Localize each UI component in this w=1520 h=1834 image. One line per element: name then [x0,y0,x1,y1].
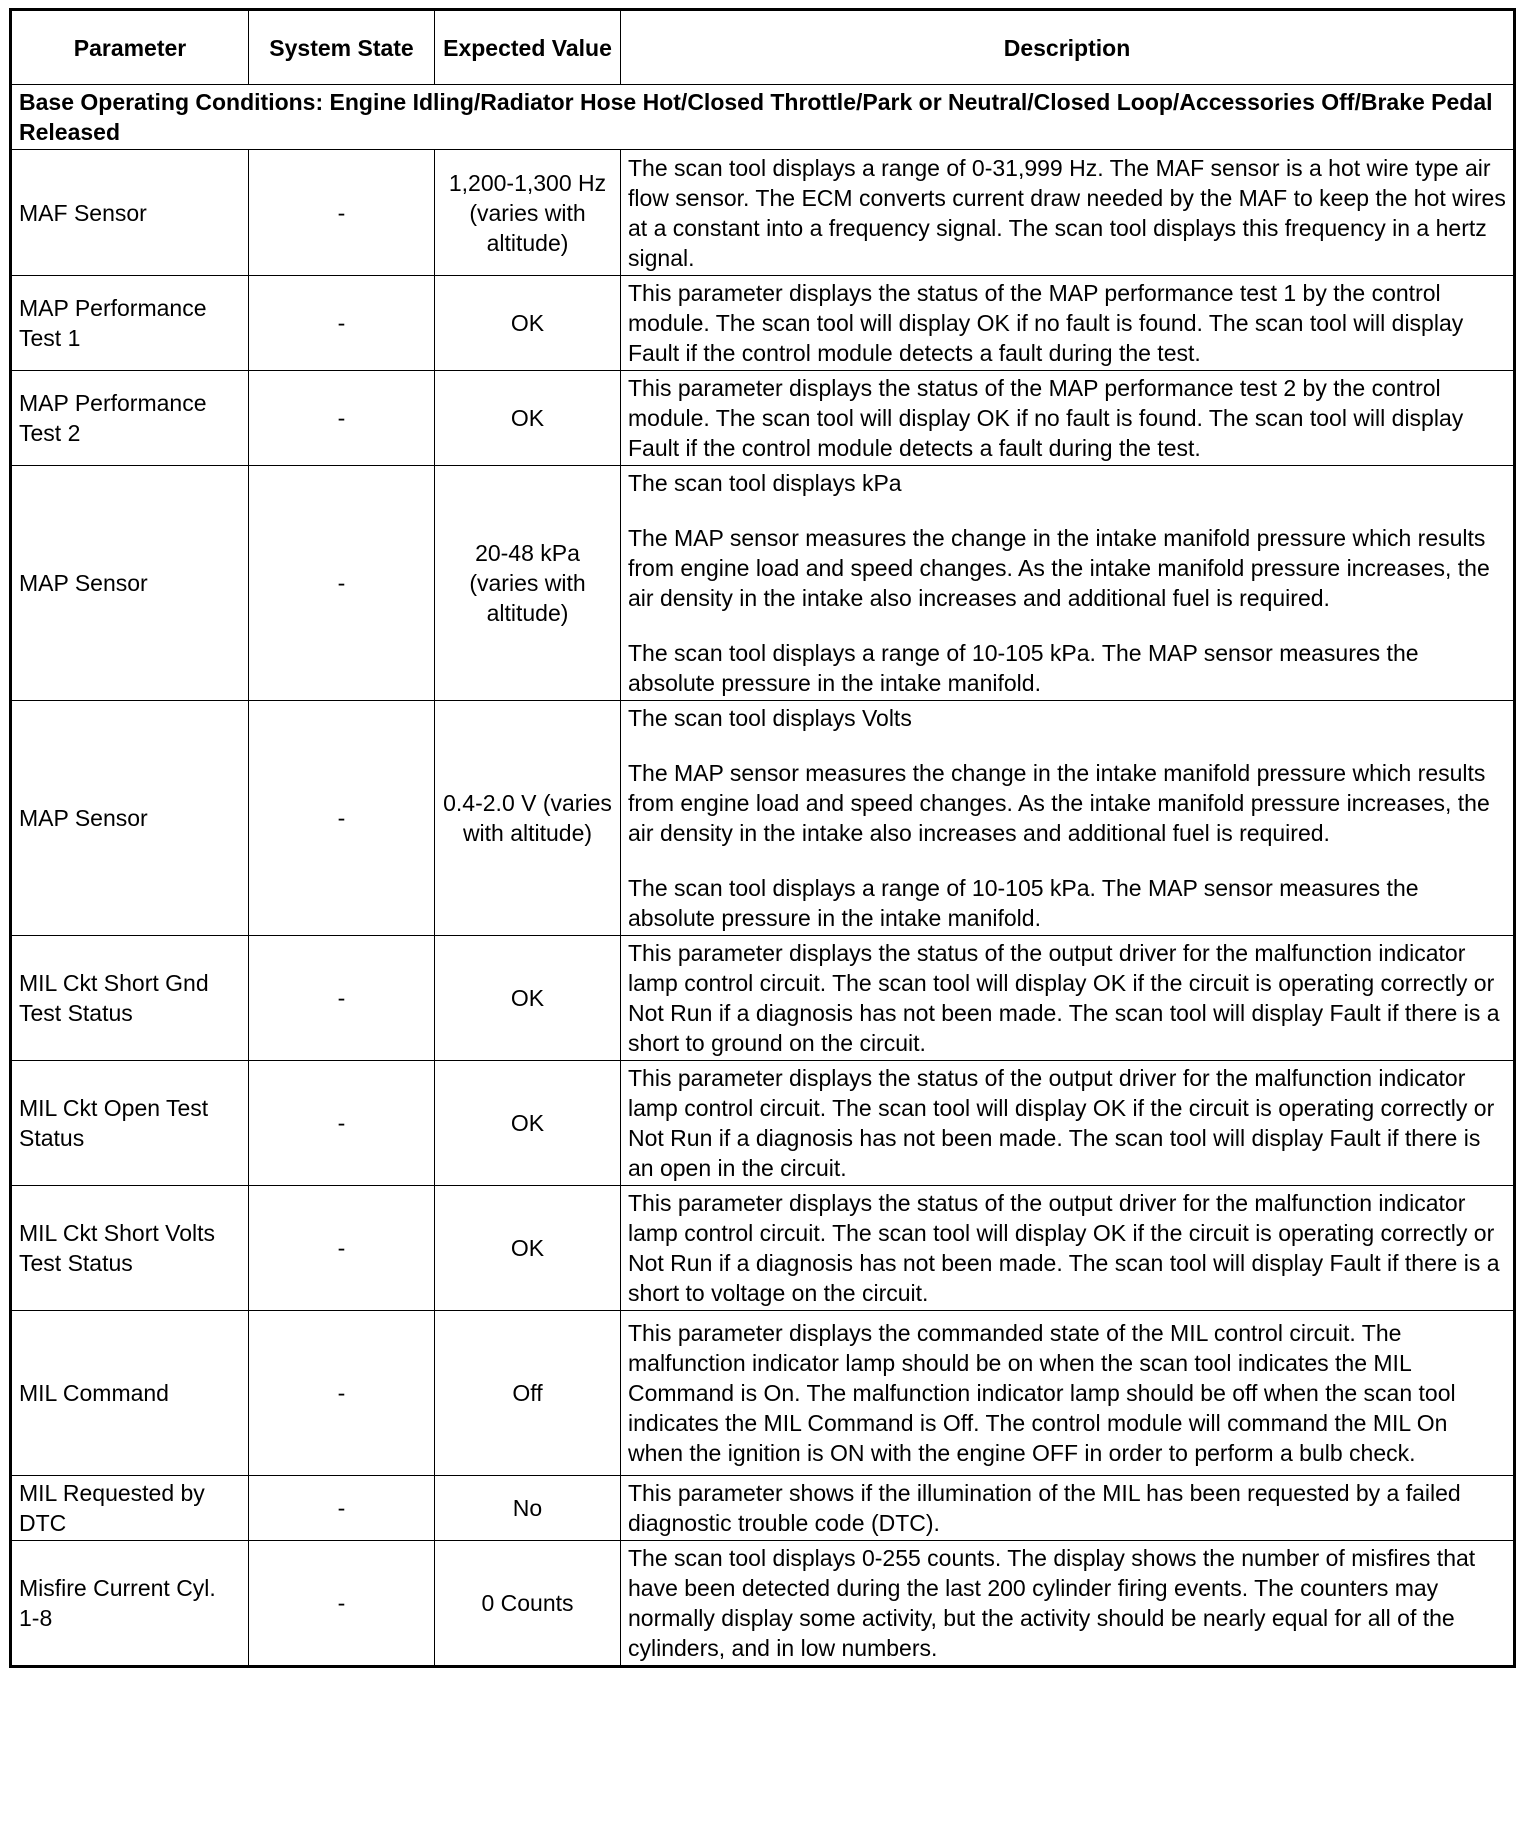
description-paragraph: The scan tool displays kPa [628,470,902,496]
parameter-cell: MAP Performance Test 1 [11,276,249,371]
expected-value-cell: 0.4-2.0 V (varies with altitude) [435,701,621,936]
description-paragraph: The MAP sensor measures the change in the intake manifold pressure which results from engine load and speed changes. As the intake manifold pressure increases, the air density in the intake also increases and additional fuel is required. [628,525,1490,611]
expected-value-cell: Off [435,1311,621,1476]
parameter-cell: Misfire Current Cyl. 1-8 [11,1541,249,1667]
system-state-cell: - [249,1311,435,1476]
header-parameter: Parameter [11,10,249,85]
description-paragraph: The scan tool displays a range of 10-105 kPa. The MAP sensor measures the absolute pressure in the intake manifold. [628,640,1419,696]
expected-value-cell: OK [435,1061,621,1186]
system-state-cell: - [249,276,435,371]
description-cell [621,1311,1515,1476]
table-row [11,701,1515,936]
system-state-cell: - [249,1476,435,1541]
description-paragraph: This parameter displays the commanded state of the MIL control circuit. The malfunction indicator lamp should be on when the scan tool indicates the MIL Command is On. The malfunction indicator lamp should be off when the scan tool indicates the MIL Command is Off. The control module will command the MIL On when the ignition is ON with the engine OFF in order to perform a bulb check. [628,1320,1456,1466]
description-cell [621,150,1515,276]
system-state-cell: - [249,371,435,466]
expected-value-cell: 1,200-1,300 Hz (varies with altitude) [435,150,621,276]
table-row [11,276,1515,371]
parameter-cell: MAP Performance Test 2 [11,371,249,466]
parameter-cell: MIL Requested by DTC [11,1476,249,1541]
description-paragraph: The scan tool displays 0-255 counts. The display shows the number of misfires that have been detected during the last 200 cylinder firing events. The counters may normally display some activity, but the activity should be nearly equal for all of the cylinders, and in low numbers. [628,1545,1476,1661]
system-state-cell: - [249,466,435,701]
expected-value-cell: No [435,1476,621,1541]
table-row [11,371,1515,466]
parameter-cell: MIL Ckt Short Volts Test Status [11,1186,249,1311]
scan-tool-data-sheet [9,8,1513,1668]
table-row [11,936,1515,1061]
description-cell [621,1541,1515,1667]
conditions-row [11,85,1515,150]
description-paragraph: The scan tool displays a range of 0-31,999 Hz. The MAF sensor is a hot wire type air flow sensor. The ECM converts current draw needed by the MAF to keep the hot wires at a constant into a frequency signal. The scan tool displays this frequency in a hertz signal. [628,154,1506,271]
table-row [11,1476,1515,1541]
description-cell [621,1476,1515,1541]
description-paragraph: This parameter displays the status of the MAP performance test 1 by the control module. The scan tool will display OK if no fault is found. The scan tool will display Fault if the control module detects a fault during the test. [628,280,1464,366]
header-system-state: System State [249,10,435,85]
system-state-cell: - [249,701,435,936]
description-cell [621,936,1515,1061]
description-paragraph: This parameter displays the status of the output driver for the malfunction indicator lamp control circuit. The scan tool will display OK if the circuit is operating correctly or Not Run if a diagnosis has not been made. The scan tool will display Fault if there is a short to voltage on the circuit. [628,1190,1500,1306]
base-operating-conditions: Base Operating Conditions: Engine Idling/Radiator Hose Hot/Closed Throttle/Park or Neutral/Closed Loop/Accessories Off/Brake Pedal Released [11,85,1515,150]
expected-value-cell: OK [435,936,621,1061]
description-paragraph: This parameter shows if the illumination of the MIL has been requested by a failed diagnostic trouble code (DTC). [628,1480,1461,1536]
header-row [11,10,1515,85]
expected-value-cell: 0 Counts [435,1541,621,1667]
description-cell [621,701,1515,936]
parameter-cell: MIL Ckt Short Gnd Test Status [11,936,249,1061]
expected-value-cell: OK [435,1186,621,1311]
table-row [11,1061,1515,1186]
description-cell [621,276,1515,371]
header-description: Description [621,10,1515,85]
table-row [11,150,1515,276]
description-cell [621,1186,1515,1311]
parameter-cell: MAP Sensor [11,701,249,936]
description-paragraph: This parameter displays the status of the output driver for the malfunction indicator lamp control circuit. The scan tool will display OK if the circuit is operating correctly or Not Run if a diagnosis has not been made. The scan tool will display Fault if there is a short to ground on the circuit. [628,940,1500,1056]
table-row [11,1186,1515,1311]
parameter-cell: MIL Ckt Open Test Status [11,1061,249,1186]
description-paragraph: This parameter displays the status of the MAP performance test 2 by the control module. The scan tool will display OK if no fault is found. The scan tool will display Fault if the control module detects a fault during the test. [628,375,1464,461]
system-state-cell: - [249,150,435,276]
parameter-cell: MAP Sensor [11,466,249,701]
system-state-cell: - [249,1061,435,1186]
expected-value-cell: 20-48 kPa (varies with altitude) [435,466,621,701]
description-paragraph: The MAP sensor measures the change in the intake manifold pressure which results from engine load and speed changes. As the intake manifold pressure increases, the air density in the intake also increases and additional fuel is required. [628,760,1490,846]
system-state-cell: - [249,1541,435,1667]
parameter-cell: MAF Sensor [11,150,249,276]
description-paragraph: The scan tool displays a range of 10-105 kPa. The MAP sensor measures the absolute pressure in the intake manifold. [628,875,1419,931]
table-row [11,466,1515,701]
system-state-cell: - [249,1186,435,1311]
scan-data-table [9,8,1516,1668]
table-row [11,1311,1515,1476]
system-state-cell: - [249,936,435,1061]
description-paragraph: This parameter displays the status of the output driver for the malfunction indicator lamp control circuit. The scan tool will display OK if the circuit is operating correctly or Not Run if a diagnosis has not been made. The scan tool will display Fault if there is an open in the circuit. [628,1065,1495,1181]
table-row [11,1541,1515,1667]
expected-value-cell: OK [435,371,621,466]
description-paragraph: The scan tool displays Volts [628,705,912,731]
description-cell [621,371,1515,466]
description-cell [621,466,1515,701]
header-expected-value: Expected Value [435,10,621,85]
parameter-cell: MIL Command [11,1311,249,1476]
description-cell [621,1061,1515,1186]
expected-value-cell: OK [435,276,621,371]
